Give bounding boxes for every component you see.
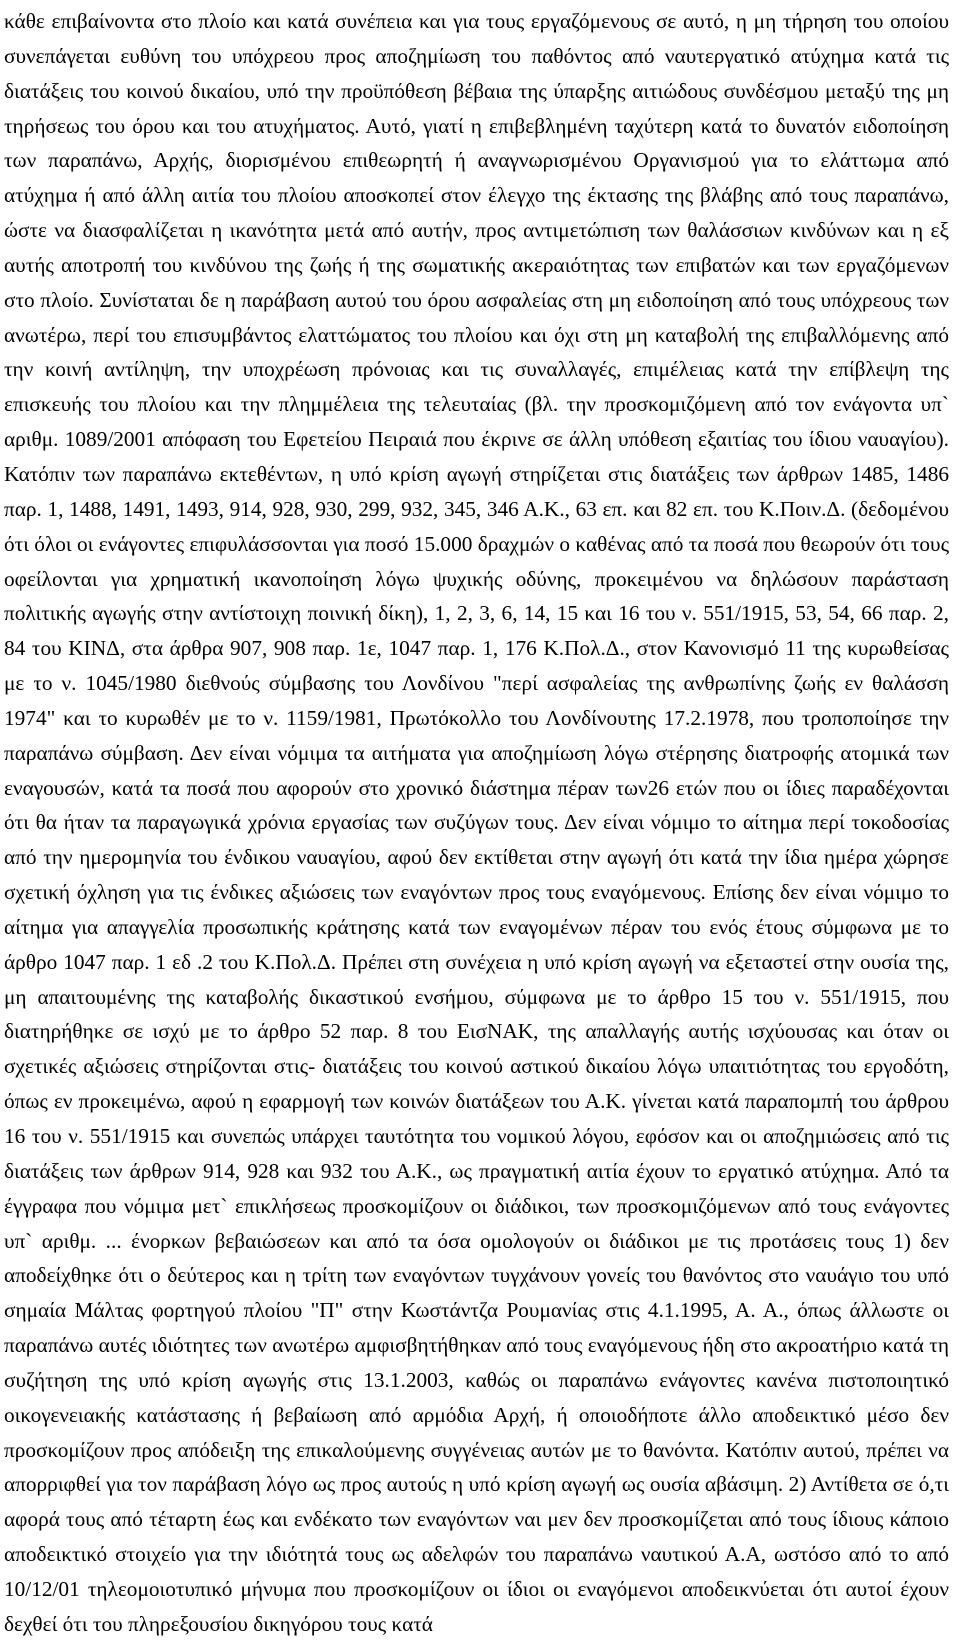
body-paragraph: κάθε επιβαίνοντα στο πλοίο και κατά συνέπεια και για τους εργαζόμενους σε αυτό, η μη τήρηση του οποίου συνεπάγεται ευθύνη του υπόχρεου προς αποζημίωση του παθόντος από ναυτεργατικό ατύχημα κατά τις διατάξεις του κοινού δικαίου, υπό την προϋπόθεση βέβαια της ύπαρξης αιτιώδους συνδέσμου μεταξύ της μη τηρήσεως του όρου και του ατυχήματος. Αυτό, γιατί η επιβεβλημένη ταχύτερη κατά το δυνατόν ειδοποίηση των παραπάνω, Αρχής, διορισμένου επιθεωρητή ή αναγνωρισμένου Οργανισμού για το ελάττωμα από ατύχημα ή από άλλη αιτία του πλοίου αποσκοπεί στον έλεγχο της έκτασης της βλάβης από τους παραπάνω, ώστε να διασφαλίζεται η ικανότητα μετά από αυτήν, προς αντιμετώπιση των θαλάσσιων κινδύνων και η εξ αυτής αποτροπή του κινδύνου της ζωής ή της σωματικής ακεραιότητας των επιβατών και των εργαζόμενων στο πλοίο. Συνίσταται δε η παράβαση αυτού του όρου ασφαλείας στη μη ειδοποίηση από τους υπόχρεους των ανωτέρω, περί του επισυμβάντος ελαττώματος του πλοίου και όχι στη μη καταβολή της επιβαλλόμενης από την κοινή αντίληψη, την υποχρέωση πρόνοιας και τις συναλλαγές, επιμέλειας κατά την επίβλεψη της επισκευής του πλοίου και την πλημμέλεια της τελευταίας (βλ. την προσκομιζόμενη από τον ενάγοντα υπ` αριθμ. 1089/2001 απόφαση του Εφετείου Πειραιά που έκρινε σε άλλη υπόθεση εξαιτίας του ίδιου ναυαγίου). Κατόπιν των παραπάνω εκτεθέντων, η υπό κρίση αγωγή στηρίζεται στις διατάξεις των άρθρων 1485, 1486 παρ. 1, 1488, 1491, 1493, 914, 928, 930, 299, 932, 345, 346 Α.Κ., 63 επ. και 82 επ. του Κ.Ποιν.Δ. (δεδομένου ότι όλοι οι ενάγοντες επιφυλάσσονται για ποσό 15.000 δραχμών ο καθένας από τα ποσά που θεωρούν ότι τους οφείλονται για χρηματική ικανοποίηση λόγω ψυχικής οδύνης, προκειμένου να δηλώσουν παράσταση πολιτικής αγωγής στην αντίστοιχη ποινική δίκη), 1, 2, 3, 6, 14, 15 και 16 του ν. 551/1915, 53, 54, 66 παρ. 2, 84 του ΚΙΝΔ, στα άρθρα 907, 908 παρ. 1ε, 1047 παρ. 1, 176 Κ.Πολ.Δ., στον Κανονισμό 11 της κυρωθείσας με το ν. 1045/1980 διεθνούς σύμβασης του Λονδίνου "περί ασφαλείας της ανθρωπίνης ζωής εν θαλάσση 1974" και το κυρωθέν με το ν. 1159/1981, Πρωτόκολλο του Λονδίνουτης 17.2.1978, που τροποποίησε την παραπάνω σύμβαση. Δεν είναι νόμιμα τα αιτήματα για αποζημίωση λόγω στέρησης διατροφής ατομικά των εναγουσών, κατά τα ποσά που αφορούν στο χρονικό διάστημα πέραν των26 ετών που οι ίδιες παραδέχονται ότι θα ήταν τα παραγωγικά χρόνια εργασίας των συζύγων τους. Δεν είναι νόμιμο το αίτημα περί τοκοδοσίας από την ημερομηνία του ένδικου ναυαγίου, αφού δεν εκτίθεται στην αγωγή ότι κατά την ίδια ημέρα χώρησε σχετική όχληση για τις ένδικες αξιώσεις των εναγόντων προς τους εναγόμενους. Επίσης δεν είναι νόμιμο το αίτημα για απαγγελία προσωπικής κράτησης κατά των εναγομένων πέραν του ενός έτους σύμφωνα με το άρθρο 1047 παρ. 1 εδ .2 του Κ.Πολ.Δ. Πρέπει στη συνέχεια η υπό κρίση αγωγή να εξεταστεί στην ουσία της, μη απαιτουμένης της καταβολής δικαστικού ενσήμου, σύμφωνα με το άρθρο 15 του ν. 551/1915, που διατηρήθηκε σε ισχύ με το άρθρο 52 παρ. 8 του ΕισΝΑΚ, της απαλλαγής αυτής ισχύουσας και όταν οι σχετικές αξιώσεις στηρίζονται στις- διατάξεις του κοινού αστικού δικαίου λόγω υπαιτιότητας του εργοδότη, όπως εν προκειμένω, αφού η εφαρμογή των κοινών διατάξεων του Α.Κ. γίνεται κατά παραπομπή του άρθρου 16 του ν. 551/1915 και συνεπώς υπάρχει ταυτότητα του νομικού λόγου, εφόσον και οι αποζημιώσεις από τις διατάξεις των άρθρων 914, 928 και 932 του Α.Κ., ως πραγματική αιτία έχουν το εργατικό ατύχημα. Από τα έγγραφα που νόμιμα μετ` επικλήσεως προσκομίζουν οι διάδικοι, των προσκομιζόμενων από τους ενάγοντες υπ` αριθμ. ... ένορκων βεβαιώσεων και από τα όσα ομολογούν οι διάδικοι με τις προτάσεις τους 1) δεν αποδείχθηκε ότι ο δεύτερος και η τρίτη των εναγόντων τυγχάνουν γονείς του θανόντος στο ναυάγιο του υπό σημαία Μάλτας φορτηγού πλοίου "Π" στην Κωστάντζα Ρουμανίας στις 4.1.1995, Α. Α., όπως άλλωστε οι παραπάνω αυτές ιδιότητες των ανωτέρω αμφισβητήθηκαν από τους εναγόμενους ήδη στο ακροατήριο κατά τη συζήτηση της υπό κρίση αγωγής στις 13.1.2003, καθώς οι παραπάνω ενάγοντες κανένα πιστοποιητικό οικογενειακής κατάστασης ή βεβαίωση από αρμόδια Αρχή, ή οποιοδήποτε άλλο αποδεικτικό μέσο δεν προσκομίζουν προς απόδειξη της επικαλούμενης συγγένειας αυτών με το θανόντα. Κατόπιν αυτού, πρέπει να απορριφθεί για τον παράβαση λόγο ως προς αυτούς η υπό κρίση αγωγή ως ουσία αβάσιμη. 2) Αντίθετα σε ό,τι αφορά τους από τέταρτη έως και ενδέκατο των εναγόντων ναι μεν δεν προσκομίζεται από τους ίδιους κάποιο αποδεικτικό στοιχείο για την ιδιότητά τους ως αδελφών του παραπάνω ναυτικού Α.Α, ωστόσο από το από 10/12/01 τηλεομοιοτυπικό μήνυμα που προσκομίζουν οι ίδιοι οι εναγόμενοι αποδεικνύεται ότι αυτοί έχουν δεχθεί ότι του πληρεξουσίου δικηγόρου τους κατά	[4, 9, 949, 1636]
